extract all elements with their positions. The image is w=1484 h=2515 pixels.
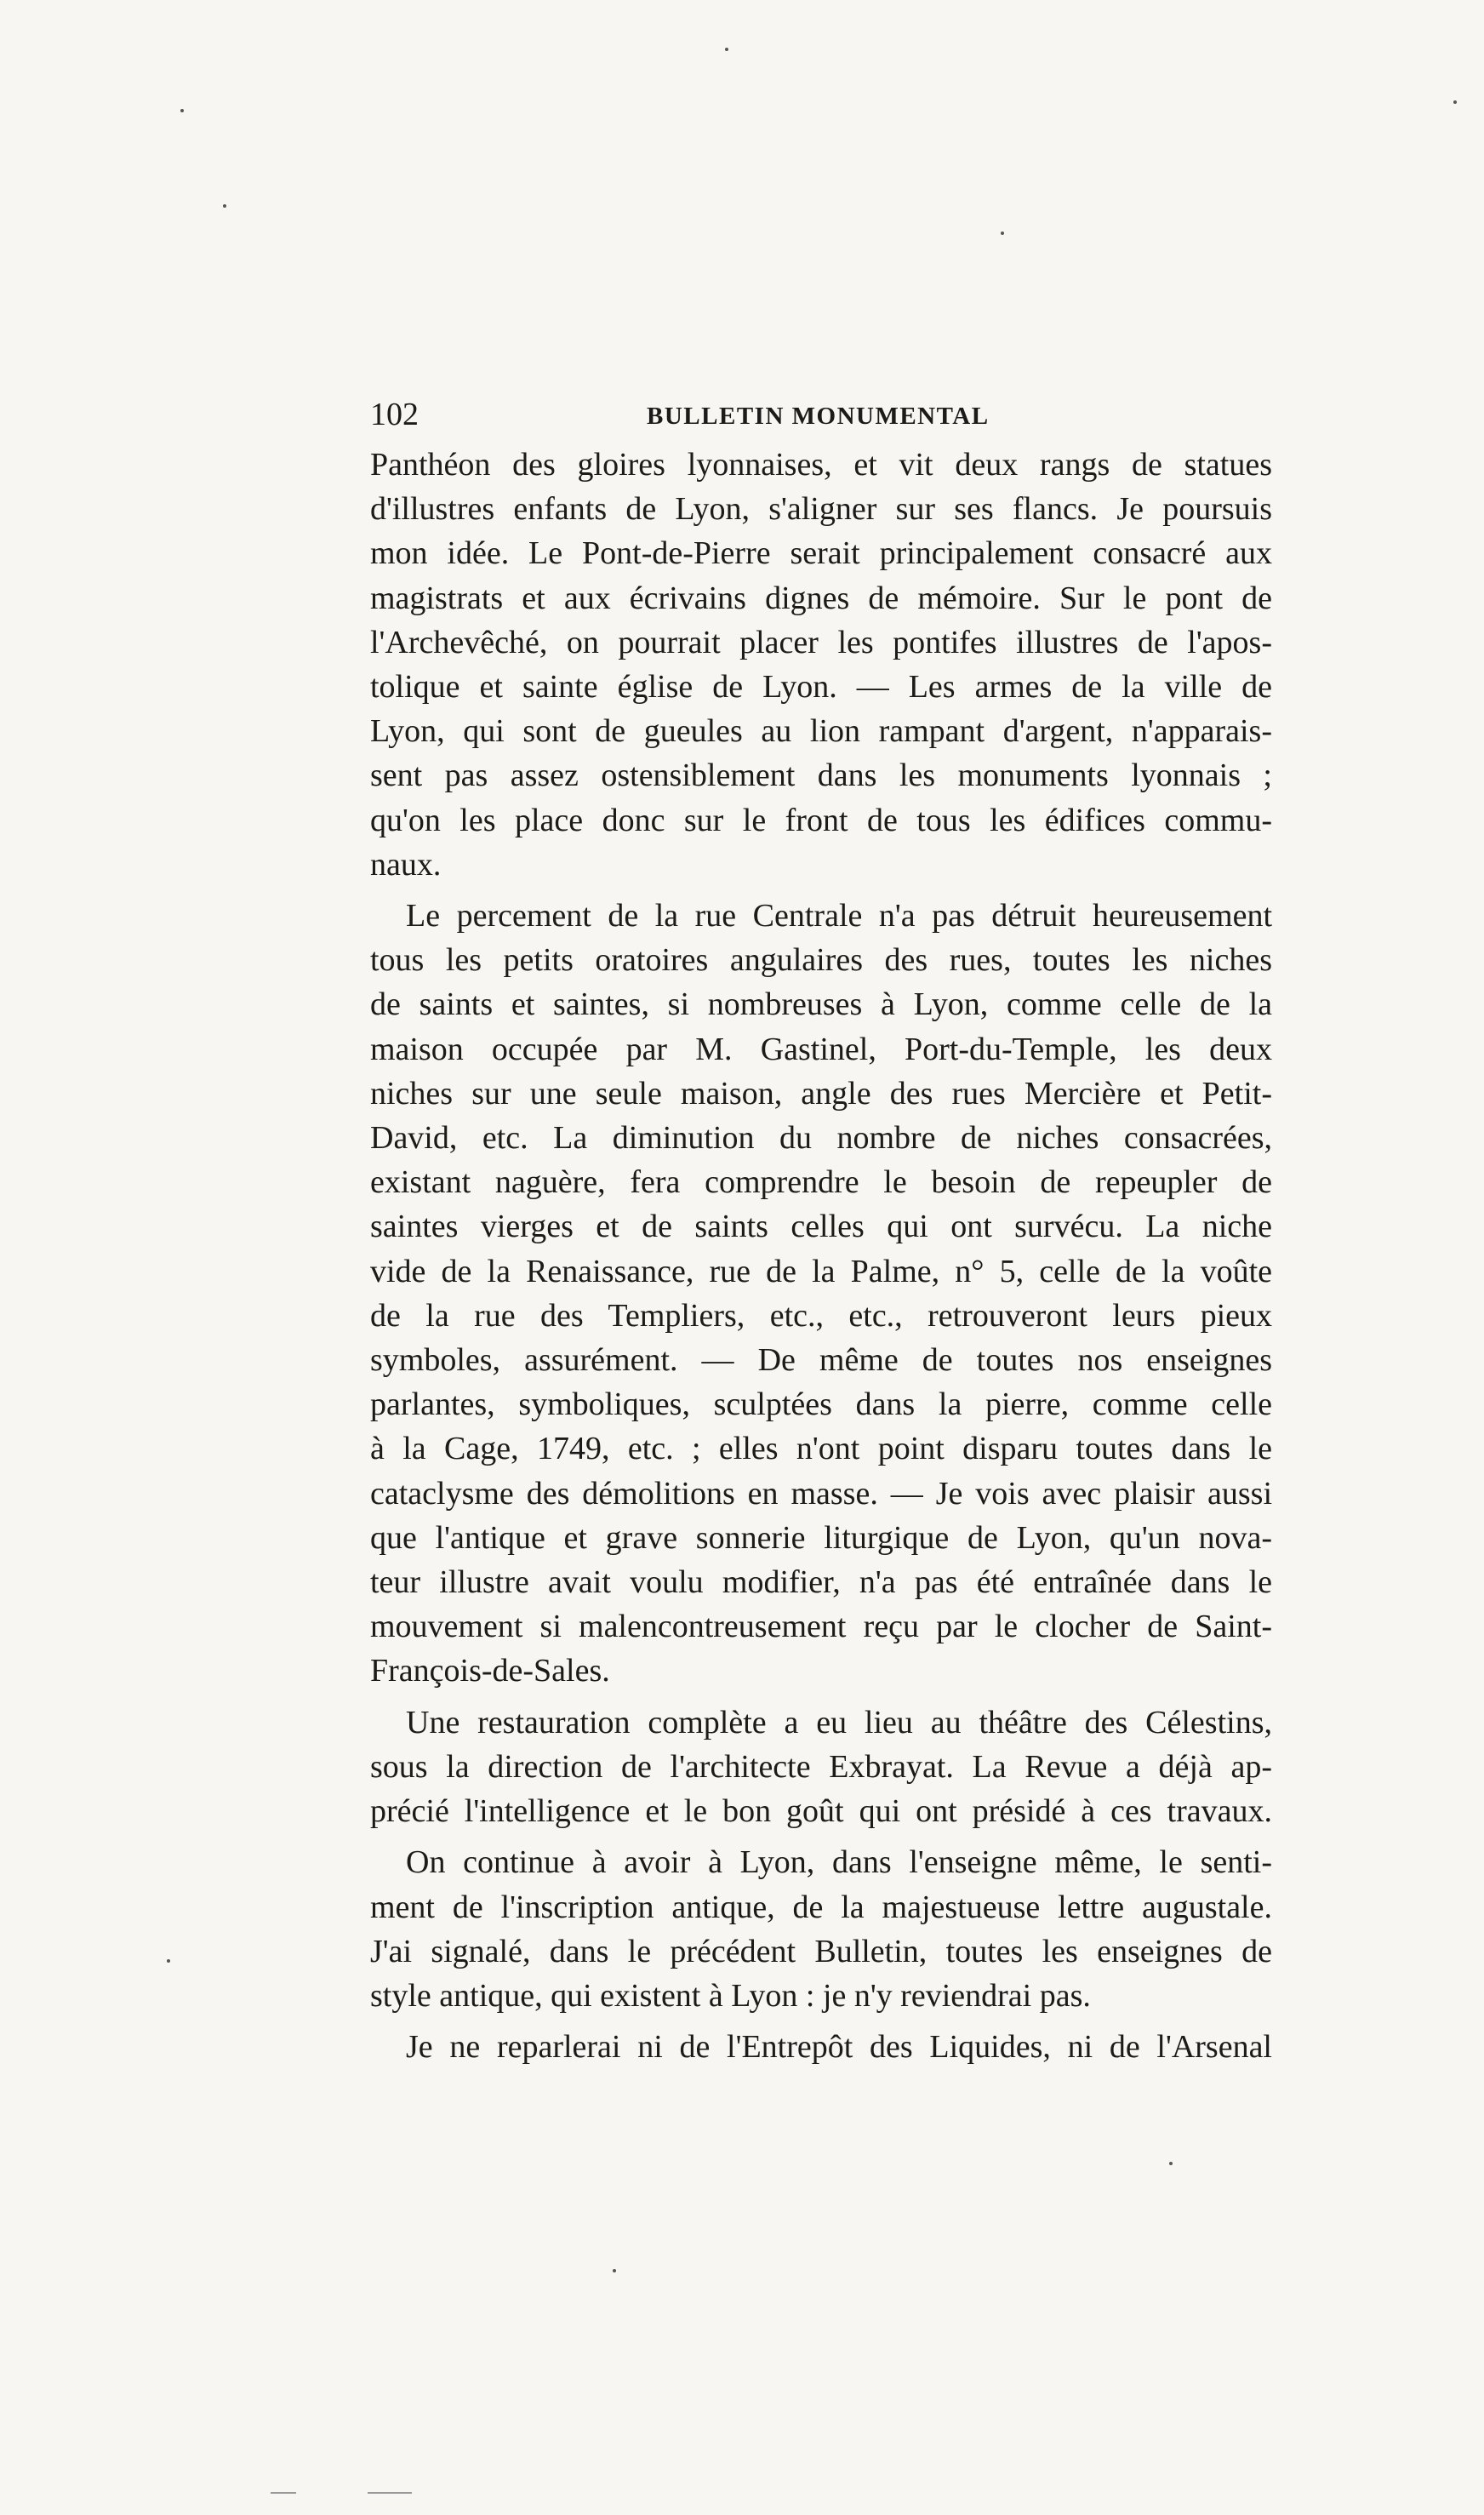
text-line: Je ne reparlerai ni de l'Entrepôt des Liquides, ni de l'Arsenal <box>406 2029 1272 2066</box>
text-line: que l'antique et grave sonnerie liturgique de Lyon, qu'un nova- <box>370 1519 1272 1556</box>
text-line: cataclysme des démolitions en masse. — Je vois avec plaisir aussi <box>370 1475 1272 1512</box>
page-header <box>370 393 1272 436</box>
text-line: David, etc. La diminution du nombre de niches consacrées, <box>370 1120 1272 1157</box>
text-line: tous les petits oratoires angulaires des rues, toutes les niches <box>370 942 1272 979</box>
text-line: sous la direction de l'architecte Exbrayat. La Revue a déjà ap- <box>370 1748 1272 1785</box>
text-line: de la rue des Templiers, etc., etc., retrouveront leurs pieux <box>370 1297 1272 1334</box>
text-line: ment de l'inscription antique, de la majestueuse lettre augustale. <box>370 1889 1272 1925</box>
text-line: l'Archevêché, on pourrait placer les pontifes illustres de l'apos- <box>370 624 1272 660</box>
text-line: niches sur une seule maison, angle des rues Mercière et Petit- <box>370 1075 1272 1112</box>
text-line: Le percement de la rue Centrale n'a pas détruit heureusement <box>406 898 1272 935</box>
scan-speck <box>1453 100 1457 104</box>
text-line: naux. <box>370 846 442 883</box>
scan-speck <box>613 2269 616 2272</box>
text-line: qu'on les place donc sur le front de tous les édifices commu- <box>370 802 1272 838</box>
scan-mark <box>368 2492 412 2494</box>
text-line: vide de la Renaissance, rue de la Palme, n° 5, celle de la voûte <box>370 1253 1272 1289</box>
text-line: symboles, assurément. — De même de toutes nos enseignes <box>370 1342 1272 1379</box>
paragraph-1 <box>370 443 1272 887</box>
paragraph-3 <box>370 1700 1272 1834</box>
text-line: Une restauration complète a eu lieu au théâtre des Célestins, <box>406 1704 1272 1740</box>
text-line: précié l'intelligence et le bon goût qui ont présidé à ces travaux. <box>370 1793 1272 1830</box>
body-text <box>370 443 1272 2069</box>
text-line: de saints et saintes, si nombreuses à Lyon, comme celle de la <box>370 986 1272 1023</box>
text-line: maison occupée par M. Gastinel, Port-du-Temple, les deux <box>370 1031 1272 1067</box>
text-line: tolique et sainte église de Lyon. — Les armes de la ville de <box>370 669 1272 706</box>
running-title: BULLETIN MONUMENTAL <box>647 403 990 430</box>
text-line: magistrats et aux écrivains dignes de mémoire. Sur le pont de <box>370 580 1272 616</box>
text-line: parlantes, symboliques, sculptées dans la pierre, comme celle <box>370 1386 1272 1423</box>
scan-mark <box>271 2492 296 2494</box>
paragraph-2 <box>370 894 1272 1694</box>
paragraph-gap <box>370 1833 1272 1840</box>
text-line: mouvement si malencontreusement reçu par le clocher de Saint- <box>370 1609 1272 1645</box>
page-number: 102 <box>370 397 419 432</box>
scan-speck <box>1169 2162 1173 2165</box>
text-line: à la Cage, 1749, etc. ; elles n'ont point disparu toutes dans le <box>370 1431 1272 1467</box>
text-line: Lyon, qui sont de gueules au lion rampant d'argent, n'apparais- <box>370 713 1272 750</box>
paragraph-gap <box>370 2018 1272 2025</box>
text-line: sent pas assez ostensiblement dans les monuments lyonnais ; <box>370 757 1272 794</box>
paragraph-5 <box>370 2025 1272 2069</box>
paragraph-gap <box>370 1694 1272 1700</box>
text-line: Panthéon des gloires lyonnaises, et vit deux rangs de statues <box>370 447 1272 483</box>
paragraph-gap <box>370 887 1272 894</box>
text-line: François-de-Sales. <box>370 1653 610 1689</box>
scan-speck <box>725 48 728 51</box>
text-line: d'illustres enfants de Lyon, s'aligner sur ses flancs. Je poursuis <box>370 491 1272 528</box>
scan-speck <box>180 109 184 112</box>
scan-speck <box>1001 231 1004 235</box>
text-line: saintes vierges et de saints celles qui ont survécu. La niche <box>370 1209 1272 1245</box>
paragraph-4 <box>370 1840 1272 2018</box>
text-line: On continue à avoir à Lyon, dans l'enseigne même, le senti- <box>406 1844 1272 1881</box>
scan-speck <box>167 1959 170 1963</box>
text-line: J'ai signalé, dans le précédent Bulletin, toutes les enseignes de <box>370 1933 1272 1969</box>
text-line: style antique, qui existent à Lyon : je n'y reviendrai pas. <box>370 1977 1091 2014</box>
text-line: existant naguère, fera comprendre le besoin de repeupler de <box>370 1164 1272 1201</box>
text-line: mon idée. Le Pont-de-Pierre serait principalement consacré aux <box>370 535 1272 572</box>
text-line: teur illustre avait voulu modifier, n'a pas été entraînée dans le <box>370 1564 1272 1601</box>
scan-speck <box>223 204 226 208</box>
